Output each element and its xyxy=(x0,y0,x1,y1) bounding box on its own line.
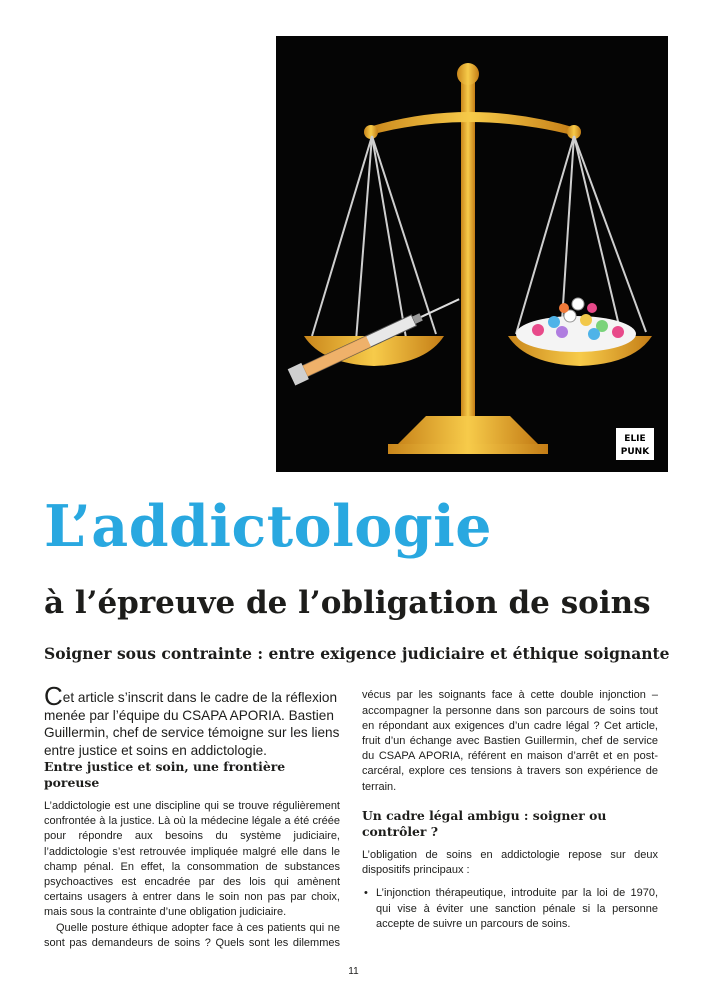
dispositifs-list xyxy=(362,886,658,932)
article-subtitle: à l’épreuve de l’obligation de soins xyxy=(44,585,651,621)
list-item: • L’injonction thérapeutique, introduite par la loi de 1970, qui vise à éviter une sanction pénale si la personne accepte de suivre un parcours de soins. xyxy=(362,886,658,932)
scales-of-justice-illustration xyxy=(276,36,668,472)
svg-text:PUNK: PUNK xyxy=(620,447,650,457)
body-paragraph: L’addictologie est une discipline qui se trouve régulièrement confrontée à la justice. Là où la médecine légale a été créée pour répondre aux besoins du système judiciaire, l’addictologie s’est retrouvée impliquée malgré elle dans le champ pénal. En effet, la consommation de substances psychoactives est encadrée par des lois qui amènent certains usagers à entrer dans le soin non pas par choix, mais sous la contrainte d’une obligation judiciaire. xyxy=(44,800,340,919)
section-heading-cadre-legal: Un cadre légal ambigu : soigner ou contrôler ? xyxy=(362,808,607,839)
page-number: 11 xyxy=(348,966,359,977)
left-column xyxy=(44,681,340,951)
lead-paragraph xyxy=(44,681,340,759)
article-kicker: Soigner sous contrainte : entre exigence judiciaire et éthique soignante xyxy=(44,644,670,663)
body-paragraph-posture: Quelle posture éthique adopter face à ces patients qui ne sont pas demandeurs de soins ? Quels sont les dilemmes xyxy=(44,921,340,949)
lead-text: et article s’inscrit dans le cadre de la réflexion menée par l’équipe du CSAPA APORIA. Bastien Guillermin, chef de service témoigne sur les liens entre justice et soins en addictologie. xyxy=(44,690,340,758)
right-column xyxy=(362,688,658,932)
section-heading-justice-soin: Entre justice et soin, une frontière poreuse xyxy=(44,759,286,790)
body-paragraph-dispositifs: L’obligation de soins en addictologie repose sur deux dispositifs principaux : xyxy=(362,849,658,877)
svg-text:ELIE: ELIE xyxy=(624,434,646,444)
drop-cap: C xyxy=(44,681,63,711)
article-title: L’addictologie xyxy=(44,493,493,560)
scale-finial xyxy=(457,63,479,85)
body-paragraph-posture-continuation: vécus par les soignants face à cette double injonction – accompagner la personne dans son parcours de soins tout en répondant aux exigences d’un cadre légal ? Cet article, fruit d’un échange avec Bastien Guillermin, chef de service du CSAPA APORIA, référent en maison d’arrêt et en post-carcéral, explore ces tensions à travers son expérience de terrain. xyxy=(362,689,658,793)
artist-signature xyxy=(616,428,654,460)
